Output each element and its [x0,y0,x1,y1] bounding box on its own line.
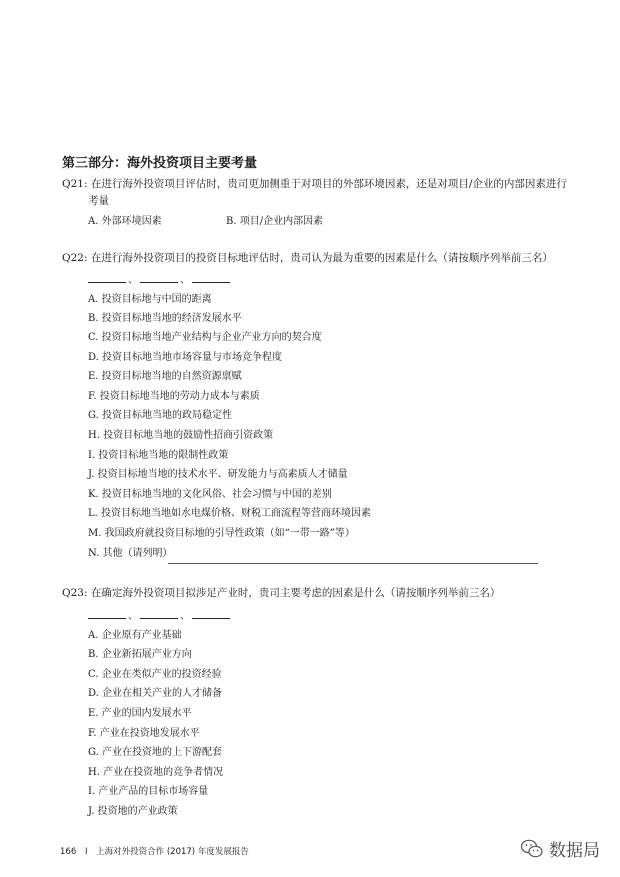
q22-option-a: A. 投资目标地与中国的距离 [88,294,212,305]
blank-separator: 、 [128,611,138,622]
q22-option-c: C. 投资目标地当地产业结构与企业产业方向的契合度 [88,332,322,343]
q22-option-f: F. 投资目标地当地的劳动力成本与素质 [88,391,260,402]
q23-option-i: I. 产业产品的目标市场容量 [88,786,209,797]
q22-option-e: E. 投资目标地当地的自然资源禀赋 [88,371,242,382]
page-number: 166 [60,847,77,857]
q22-option-d: D. 投资目标地当地市场容量与市场竞争程度 [88,352,283,363]
q21-text-line1: Q21: 在进行海外投资项目评估时，贵司更加侧重于对项目的外部环境因素，还是对项目/企业的内部因素进行 [62,178,567,190]
blank-separator: 、 [180,611,190,622]
q22-option-g: G. 投资目标地当地的政局稳定性 [88,410,232,421]
q22-answer-blanks [88,268,230,287]
q22-text: Q22: 在进行海外投资项目的投资目标地评估时，贵司认为最为重要的因素是什么（请按顺序列举前三名） [62,252,553,264]
answer-blank [140,274,178,283]
q22-option-n: N. 其他（请列明） [88,548,173,559]
answer-blank [88,610,126,619]
q22-option-l: L. 投资目标地当地如水电煤价格、财税工商流程等营商环境因素 [88,508,371,519]
q23-option-g: G. 产业在投资地的上下游配套 [88,747,222,758]
report-title: 上海对外投资合作 (2017) 年度发展报告 [96,847,249,857]
answer-blank [192,274,230,283]
watermark-logo [520,836,600,861]
q23-option-f: F. 产业在投资地发展水平 [88,728,200,739]
wechat-icon [520,838,544,860]
q23-answer-blanks [88,604,230,623]
q23-option-h: H. 产业在投资地的竞争者情况 [88,767,224,778]
q22-option-b: B. 投资目标地当地的经济发展水平 [88,313,242,324]
q22-option-m: M. 我国政府就投资目标地的引导性政策（如“一带一路”等） [88,528,355,539]
blank-separator: 、 [180,275,190,286]
answer-blank [88,274,126,283]
watermark-text: 数据局 [549,841,600,861]
q23-option-e: E. 产业的国内发展水平 [88,708,192,719]
q23-option-b: B. 企业新拓展产业方向 [88,649,192,660]
section-title: 第三部分：海外投资项目主要考量 [62,156,258,171]
q22-option-i: I. 投资目标地当地的限制性政策 [88,450,229,461]
q23-option-c: C. 企业在类似产业的投资经验 [88,669,222,680]
q23-option-a: A. 企业原有产业基础 [88,630,182,641]
q23-option-d: D. 企业在相关产业的人才储备 [88,688,223,699]
footer-divider: I [84,847,88,857]
answer-blank [140,610,178,619]
q23-text: Q23: 在确定海外投资项目拟涉足产业时，贵司主要考虑的因素是什么（请按顺序列举前三名） [62,587,501,599]
answer-blank [192,610,230,619]
q22-option-j: J. 投资目标地当地的技术水平、研发能力与高素质人才储量 [88,469,348,480]
blank-separator: 、 [128,275,138,286]
q21-text-line2: 考量 [88,195,109,207]
q22-other-answer-line [168,563,538,564]
q21-option-b: B. 项目/企业内部因素 [226,216,324,227]
q23-option-j: J. 投资地的产业政策 [88,806,178,817]
q22-option-k: K. 投资目标地当地的文化风俗、社会习惯与中国的差别 [88,489,332,500]
q21-option-a: A. 外部环境因素 [88,216,162,227]
q22-option-h: H. 投资目标地当地的鼓励性招商引资政策 [88,430,274,441]
page-footer [60,845,249,857]
